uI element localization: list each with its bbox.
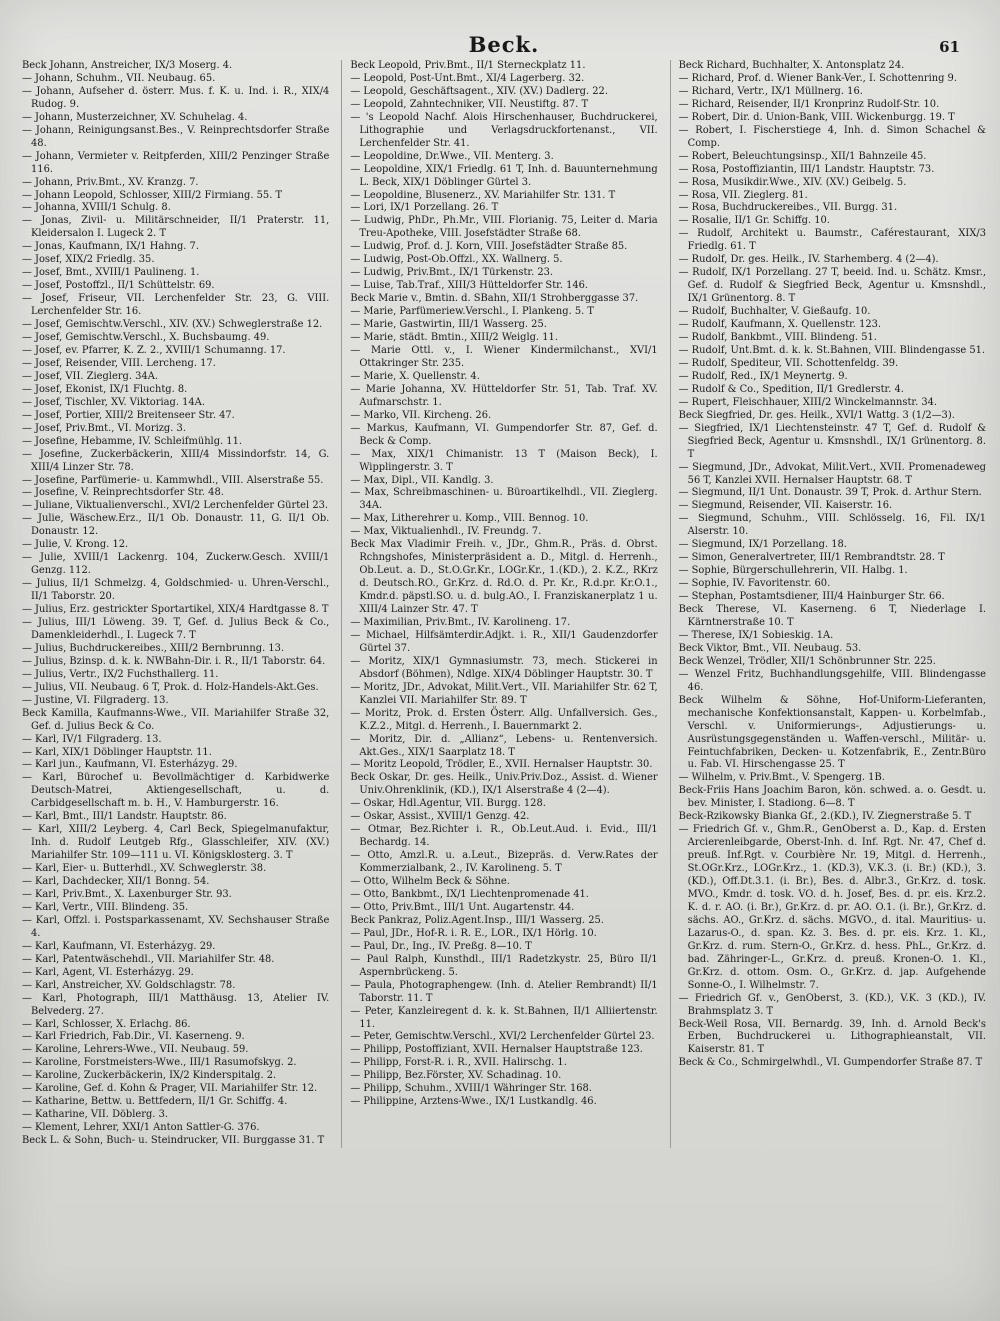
directory-entry: — Simon, Generalvertreter, III/1 Rembrandtstr. 28. T [678, 552, 945, 564]
directory-entry: — Karoline, Gef. d. Kohn & Prager, VII. Mariahilfer Str. 12. [22, 1083, 318, 1095]
directory-entry: — Marie, städt. Bmtin., XIII/2 Weiglg. 11. [350, 332, 558, 344]
directory-entry: — Maximilian, Priv.Bmt., IV. Karolineng. 17. [350, 616, 571, 628]
directory-entry: — Marie, Parfümeriew.Verschl., I. Plankeng. 5. T [350, 306, 594, 318]
directory-entry: Beck Kamilla, Kaufmanns-Wwe., VII. Mariahilfer Straße 32, Gef. d. Julius Beck & Co. [22, 707, 330, 732]
directory-entry: — Rudolf, IX/1 Porzellang. 27 T, beeid. Ind. u. Schätz. Kmsr., Gef. d. Rudolf & Siegfried Beck, Agentur u. Kmsnshdl., IX/1 Grünentorg. 8. T [678, 267, 986, 305]
directory-entry: — Moritz, XIX/1 Gymnasiumstr. 73, mech. Stickerei in Absdorf (Böhmen), Ndlge. XIX/4 Döblinger Hauptstr. 30. T [350, 655, 658, 680]
directory-entry: — Julius, Vertr., IX/2 Fuchsthallerg. 11. [22, 668, 219, 680]
directory-entry: — Karoline, Zuckerbäckerin, IX/2 Kinderspitalg. 2. [22, 1070, 277, 1082]
directory-entry: — Rudolf, Architekt u. Baumstr., Caférestaurant, XIX/3 Friedlg. 61. T [678, 228, 986, 253]
directory-entry: — Philippine, Arztens-Wwe., IX/1 Lustkandlg. 46. [350, 1096, 597, 1108]
directory-entry: — Rudolf, Buchhalter, V. Gießaufg. 10. [678, 306, 871, 318]
directory-entry: Beck Max Vladimir Freih. v., JDr., Ghm.R., Präs. d. Obrst. Rchngshofes, Ministerpräsident a. D., Mitgl. d. Herrenh., Ob.Leut. a. D., St.O.Gr.Kr., LOGr.Kr., 1.(KD.), 2. K.Z., RKrz d. Deutsch.RO., Gr.Krz. d. Rd.O. d. Pr. Kr., R.d.pr. Kr.O.1., Kmdr.d. päpstl.SO. u. d. bulg.AO., I. Franziskanerplatz 1 u. XIII/4 Lainzer Str. 47. T [350, 539, 658, 616]
directory-entry: — Karl, Priv.Bmt., X. Laxenburger Str. 93. [22, 889, 232, 900]
directory-entry: — Josef, Tischler, XV. Viktoriag. 14A. [22, 396, 205, 408]
directory-entry: — Leopoldine, XIX/1 Friedlg. 61 T, Inh. d. Bauunternehmung L. Beck, XIX/1 Döblinger Gürtel 3. [350, 163, 658, 188]
directory-entry: — Rudolf, Kaufmann, X. Quellenstr. 123. [678, 319, 882, 331]
directory-entry: — Karl, Vertr., VIII. Blindeng. 35. [22, 901, 189, 913]
directory-entry: — Paul, JDr., Hof-R. i. R. E., LOR., IX/1 Hörlg. 10. [350, 927, 597, 939]
directory-entry: — Max, Viktualienhdl., IV. Freundg. 7. [350, 526, 542, 538]
directory-entry: — Karl, XIX/1 Döblinger Hauptstr. 11. [22, 746, 212, 758]
directory-entry: — Josefine, Zuckerbäckerin, XIII/4 Missindorfstr. 14, G. XIII/4 Linzer Str. 78. [22, 448, 330, 473]
directory-entry: — Jonas, Kaufmann, IX/1 Hahng. 7. [22, 241, 199, 253]
directory-entry: — Karl, Bürochef u. Bevollmächtiger d. Karbidwerke Deutsch-Matrei, Aktiengesellschaft, u. d. Carbidgesellschaft m. b. H., V. Hamburgerstr. 16. [22, 772, 330, 810]
directory-entry: — Johann, Aufseher d. österr. Mus. f. K. u. Ind. i. R., XIX/4 Rudog. 9. [22, 85, 330, 110]
directory-entry: — Leopold, Post-Unt.Bmt., XI/4 Lagerberg. 32. [350, 72, 585, 84]
directory-entry: — Markus, Kaufmann, VI. Gumpendorfer Str. 87, Gef. d. Beck & Comp. [350, 422, 658, 447]
directory-entry: Beck & Co., Schmirgelwhdl., VI. Gumpendorfer Straße 87. T [678, 1057, 983, 1069]
directory-entry: — Josef, Portier, XIII/2 Breitenseer Str. 47. [22, 409, 235, 421]
directory-entry: — Jonas, Zivil- u. Militärschneider, II/1 Praterstr. 11, Kleidersalon I. Lugeck 2. T [22, 215, 330, 240]
directory-entry: — Julius, II/1 Schmelzg. 4, Goldschmied- u. Uhren-Verschl., II/1 Taborstr. 20. [22, 578, 330, 603]
directory-entry: — Rudolf, Spediteur, VII. Schottenfeldg. 39. [678, 357, 899, 369]
directory-entry: — Leopold, Zahntechniker, VII. Neustiftg. 87. T [350, 98, 589, 110]
directory-entry: — Johann Leopold, Schlosser, XIII/2 Firmiang. 55. T [22, 189, 283, 201]
directory-entry: — Philipp, Bez.Förster, XV. Schadinag. 10. [350, 1070, 562, 1082]
directory-entry: — Sophie, IV. Favoritenstr. 60. [678, 578, 831, 590]
directory-entry: — Karl, Eier- u. Butterhdl., XV. Schweglerstr. 38. [22, 863, 267, 875]
directory-entry: — Katharine, VII. Döblerg. 3. [22, 1109, 168, 1121]
directory-entry: — Julie, XVIII/1 Lackenrg. 104, Zuckerw.Gesch. XVIII/1 Genzg. 112. [22, 552, 330, 577]
directory-entry: — Rosa, Postoffiziantin, III/1 Landstr. Hauptstr. 73. [678, 163, 935, 175]
directory-entry: — Karl, Photograph, III/1 Matthäusg. 13, Atelier IV. Belvederg. 27. [22, 992, 330, 1017]
directory-entry: — Julie, Wäschew.Erz., II/1 Ob. Donaustr. 11, G. II/1 Ob. Donaustr. 12. [22, 513, 330, 538]
directory-entry: — Rosalie, II/1 Gr. Schiffg. 10. [678, 215, 830, 227]
directory-entry: — Robert, Beleuchtungsinsp., XII/1 Bahnzeile 45. [678, 150, 927, 162]
directory-entry: — Max, XIX/1 Chimanistr. 13 T (Maison Beck), I. Wipplingerstr. 3. T [350, 448, 658, 473]
directory-columns [22, 60, 986, 1148]
directory-entry: — Rudolf, Dr. ges. Heilk., IV. Starhemberg. 4 (2—4). [678, 254, 939, 266]
directory-entry: Beck Oskar, Dr. ges. Heilk., Univ.Priv.Doz., Assist. d. Wiener Univ.Ohrenklinik, (KD.), IX/1 Alserstraße 4 (2—4). [350, 772, 658, 797]
directory-entry: — Ludwig, Post-Ob.Offzl., XX. Wallnerg. 5. [350, 254, 563, 266]
directory-entry: — Rudolf, Unt.Bmt. d. k. k. St.Bahnen, VIII. Blindengasse 51. [678, 344, 986, 356]
directory-entry: — Rudolf, Bankbmt., VIII. Blindeng. 51. [678, 332, 877, 344]
directory-entry: — Johanna, XVIII/1 Schulg. 8. [22, 202, 171, 214]
directory-entry: Beck Pankraz, Poliz.Agent.Insp., III/1 Wasserg. 25. [350, 914, 604, 926]
directory-entry: — Marie Ottl. v., I. Wiener Kindermilchanst., XVI/1 Ottakringer Str. 235. [350, 344, 658, 369]
directory-entry: Beck-Weil Rosa, VII. Bernardg. 39, Inh. d. Arnold Beck's Erben, Buchdruckerei u. Lithographieanstalt, VII. Kaiserstr. 81. T [678, 1018, 986, 1056]
directory-entry: — Josef, Friseur, VII. Lerchenfelder Str. 23, G. VIII. Lerchenfelder Str. 16. [22, 293, 330, 318]
directory-entry: Beck Siegfried, Dr. ges. Heilk., XVI/1 Wattg. 3 (1/2—3). [678, 409, 955, 421]
directory-entry: — Karl, Dachdecker, XII/1 Bonng. 54. [22, 876, 210, 888]
directory-entry: — Julius, Buchdruckereibes., XIII/2 Bernbrunng. 13. [22, 642, 285, 654]
directory-entry: — Karl, Schlosser, X. Erlachg. 86. [22, 1018, 191, 1030]
directory-entry: — Karl jun., Kaufmann, VI. Esterházyg. 29. [22, 759, 238, 771]
directory-entry: — Marie, Gastwirtin, III/1 Wasserg. 25. [350, 319, 547, 331]
directory-entry: Beck Wilhelm & Söhne, Hof-Uniform-Lieferanten, mechanische Konfektionsanstalt, Kappen- u. Korbelmfab., Verschl. v. Uniformierungs-, Adjustierungs- u. Ausrüstungsgegenständen u. Waffen-verschl., Militär- u. Feintuchfabriken, Decken- u. Kotzenfabrik, E., Zentr.Büro u. Fab. VI. Hirschengasse 25. T [678, 694, 986, 771]
directory-entry: — Ludwig, Prof. d. J. Korn, VIII. Josefstädter Straße 85. [350, 241, 628, 253]
directory-entry: — Rudolf, Red., IX/1 Meynertg. 9. [678, 370, 848, 382]
directory-entry: Beck Wenzel, Trödler, XII/1 Schönbrunner Str. 225. [678, 655, 936, 667]
directory-entry: — Oskar, Assist., XVIII/1 Genzg. 42. [350, 811, 530, 823]
directory-entry: — Michael, Hilfsämterdir.Adjkt. i. R., XII/1 Gaudenzdorfer Gürtel 37. [350, 629, 658, 654]
directory-entry: — Moritz, Prok. d. Ersten Österr. Allg. Unfallversich. Ges., K.Z.2., Mitgl. d. Herrenh., I. Bauernmarkt 2. [350, 707, 658, 732]
directory-column-left [22, 60, 329, 1148]
directory-entry: — Otto, Priv.Bmt., III/1 Unt. Augartenstr. 44. [350, 901, 575, 913]
directory-entry: — Johann, Priv.Bmt., XV. Kranzg. 7. [22, 176, 199, 188]
directory-entry: — Friedrich Gf. v., Ghm.R., GenOberst a. D., Kap. d. Ersten Arcierenleibgarde, Oberst-Inh. d. Inf. Rgt. Nr. 47, Chef d. preuß. Inf.Rgt. v. Courbière Nr. 19, Mitgl. d. Herrenh., St.OGr.Krz., LOGr.Krz., 1. (KD.3), V.K.3. (i. Br.) (KD.), 3.(KD.), Off.Dt.3.1. (i. Br.), Bes. d. Albr.3., Gr.Krz. d. tosk. MVO., Kmdr. d. tosk. VO. d. h. Josef, Bes. d. pr. eis. Krz.2. K. d. r. AO. (i. Br.), Gr.Krz. d. pr. AO. O.1. (i. Br.), Gr.Krz. d. sächs. AO., Gr.Krz. d. sächs. MGVO., d. ital. Mauritius- u. Lazarus-O., d. span. Kz. 3. Bes. d. pr. eis. Krz. 1. Kl., Gr.Krz. d. rum. Stern-O., Gr.Krz. d. hess. PhL., Gr.Krz. d. bad. Zähringer-L., Gr.Krz. d. preuß. Kronen-O. 1. Kl., Gr.Krz. d. ottom. Osm. O., Gr.Krz. d. jap. Aufgehende Sonne-O., I. Wilhelmstr. 7. [678, 824, 986, 991]
directory-entry: — Leopold, Geschäftsagent., XIV. (XV.) Dadlerg. 22. [350, 85, 608, 97]
directory-entry: — Peter, Kanzleiregent d. k. k. St.Bahnen, II/1 Alliiertenstr. 11. [350, 1005, 658, 1030]
directory-entry: — Otto, Wilhelm Beck & Söhne. [350, 876, 510, 888]
directory-entry: — Karl, Bmt., III/1 Landstr. Hauptstr. 86. [22, 811, 227, 823]
directory-entry: — Therese, IX/1 Sobieskig. 1A. [678, 629, 834, 641]
directory-entry: — Ludwig, PhDr., Ph.Mr., VIII. Florianig. 75, Leiter d. Maria Treu-Apotheke, VIII. Josefstädter Straße 68. [350, 215, 658, 240]
directory-entry: Beck-Rzikowsky Bianka Gf., 2.(KD.), IV. Ziegnerstraße 5. T [678, 811, 972, 823]
directory-entry: Beck Richard, Buchhalter, X. Antonsplatz 24. [678, 60, 905, 71]
directory-entry: — Leopoldine, Dr.Wwe., VII. Menterg. 3. [350, 150, 554, 162]
directory-entry: — Justine, VI. Filgraderg. 13. [22, 694, 169, 706]
directory-entry: — Julius, VII. Neubaug. 6 T, Prok. d. Holz-Handels-Akt.Ges. [22, 681, 319, 693]
directory-entry: — Karoline, Forstmeisters-Wwe., III/1 Rasumofskyg. 2. [22, 1057, 297, 1069]
directory-entry: Beck-Friis Hans Joachim Baron, kön. schwed. a. o. Gesdt. u. bev. Minister, I. Stadiong. 6—8. T [678, 785, 986, 810]
directory-entry: — Siegmund, IX/1 Porzellang. 18. [678, 539, 847, 551]
directory-entry: Beck L. & Sohn, Buch- u. Steindrucker, VII. Burggasse 31. T [22, 1135, 325, 1147]
directory-entry: — Marko, VII. Kircheng. 26. [350, 409, 492, 421]
directory-column-middle [341, 60, 657, 1148]
directory-entry: — Julius, III/1 Löweng. 39. T, Gef. d. Julius Beck & Co., Damenkleiderhdl., I. Lugeck 7. T [22, 616, 330, 641]
directory-entry: — Josef, Gemischtw.Verschl., XIV. (XV.) Schweglerstraße 12. [22, 319, 323, 331]
directory-entry: — Josefine, Parfümerie- u. Kammwhdl., VIII. Alserstraße 55. [22, 474, 324, 486]
directory-entry: — 's Leopold Nachf. Alois Hirschenhauser, Buchdruckerei, Lithographie und Verlagsdruckfortenanst., VII. Lerchenfelder Str. 41. [350, 111, 658, 149]
directory-entry: — Otto, Bankbmt., IX/1 Liechtenpromenade 41. [350, 889, 589, 900]
directory-entry: — Robert, Dir. d. Union-Bank, VIII. Wickenburgg. 19. T [678, 111, 955, 123]
directory-entry: — Robert, I. Fischerstiege 4, Inh. d. Simon Schachel & Comp. [678, 124, 986, 149]
directory-entry: — Karl, Agent, VI. Esterházyg. 29. [22, 966, 194, 978]
directory-entry: — Siegmund, Reisender, VII. Kaiserstr. 16. [678, 500, 893, 512]
directory-entry: — Philipp, Forst-R. i. R., XVII. Halirschg. 1. [350, 1057, 567, 1069]
directory-entry: — Rosa, VII. Zieglerg. 81. [678, 189, 808, 201]
directory-entry: — Karl, XIII/2 Leyberg. 4, Carl Beck, Spiegelmanufaktur, Inh. d. Rudolf Leutgeb Rfg., Glasschleifer, XIV. (XV.) Mariahilfer Str. 109—111 u. VI. Königsklosterg. 3. T [22, 824, 330, 862]
directory-entry: — Karl, Anstreicher, XV. Goldschlagstr. 78. [22, 979, 236, 991]
directory-entry: — Max, Dipl., VII. Kandlg. 3. [350, 474, 494, 486]
directory-entry: — Johann, Reinigungsanst.Bes., V. Reinprechtsdorfer Straße 48. [22, 124, 330, 149]
directory-entry: — Josef, Reisender, VIII. Lercheng. 17. [22, 357, 216, 369]
directory-entry: — Karl Friedrich, Fab.Dir., VI. Kaserneng. 9. [22, 1031, 245, 1043]
directory-entry: — Richard, Vertr., IX/1 Müllnerg. 16. [678, 85, 863, 97]
directory-entry: — Max, Litherehrer u. Komp., VIII. Bennog. 10. [350, 513, 589, 525]
directory-entry: — Karl, Patentwäschehdl., VII. Mariahilfer Str. 48. [22, 953, 275, 965]
directory-column-right [670, 60, 986, 1148]
directory-entry: — Marie Johanna, XV. Hütteldorfer Str. 51, Tab. Traf. XV. Aufmarschstr. 1. [350, 383, 658, 408]
directory-entry: — Richard, Reisender, II/1 Kronprinz Rudolf-Str. 10. [678, 98, 940, 110]
directory-entry: — Rupert, Fleischhauer, XIII/2 Winckelmannstr. 34. [678, 396, 938, 408]
directory-entry: — Josef, Ekonist, IX/1 Fluchtg. 8. [22, 383, 188, 395]
directory-entry: — Luise, Tab.Traf., XIII/3 Hütteldorfer Str. 146. [350, 280, 589, 292]
directory-entry: Beck Johann, Anstreicher, IX/3 Moserg. 4. [22, 60, 233, 71]
directory-entry: — Richard, Prof. d. Wiener Bank-Ver., I. Schottenring 9. [678, 72, 957, 84]
directory-entry: — Josefine, Hebamme, IV. Schleifmühlg. 11. [22, 435, 243, 447]
directory-entry: — Julius, Bzinsp. d. k. k. NWBahn-Dir. i. R., II/1 Taborstr. 64. [22, 655, 326, 667]
directory-entry: — Rudolf & Co., Spedition, II/1 Gredlerstr. 4. [678, 383, 904, 395]
directory-entry: — Otto, Amzl.R. u. a.Leut., Bizepräs. d. Verw.Rates der Kommerzialbank, 2., IV. Karolineng. 5. T [350, 850, 658, 875]
directory-entry: — Rosa, Buchdruckereibes., VII. Burgg. 31. [678, 202, 898, 214]
directory-entry: — Philipp, Postoffiziant, XVII. Hernalser Hauptstraße 123. [350, 1044, 643, 1056]
directory-entry: — Karl, Kaufmann, VI. Esterházyg. 29. [22, 940, 216, 952]
directory-entry: Beck Viktor, Bmt., VII. Neubaug. 53. [678, 642, 862, 654]
directory-entry: Beck Therese, VI. Kaserneng. 6 T, Niederlage I. Kärntnerstraße 10. T [678, 604, 986, 628]
directory-entry: — Otmar, Bez.Richter i. R., Ob.Leut.Aud. i. Evid., III/1 Bechardg. 14. [350, 824, 658, 849]
directory-entry: — Julius, Erz. gestrickter Sportartikel, XIX/4 Hardtgasse 8. T [22, 604, 329, 616]
directory-entry: — Katharine, Bettw. u. Bettfedern, II/1 Gr. Schiffg. 4. [22, 1096, 288, 1108]
directory-entry: — Philipp, Schuhm., XVIII/1 Währinger Str. 168. [350, 1083, 592, 1095]
page-number: 61 [939, 38, 960, 56]
directory-entry: — Max, Schreibmaschinen- u. Büroartikelhdl., VII. Zieglerg. 34A. [350, 487, 658, 512]
directory-entry: — Oskar, Hdl.Agentur, VII. Burgg. 128. [350, 798, 546, 810]
directory-entry: — Moritz, JDr., Advokat, Milit.Vert., VII. Mariahilfer Str. 62 T, Kanzlei VII. Mariahilfer Str. 89. T [350, 681, 658, 706]
directory-entry: — Josef, XIX/2 Friedlg. 35. [22, 254, 155, 266]
directory-entry: — Moritz Leopold, Trödler, E., XVII. Hernalser Hauptstr. 30. [350, 759, 653, 771]
directory-entry: — Paul, Dr., Ing., IV. Preßg. 8—10. T [350, 940, 532, 952]
directory-entry: — Peter, Gemischtw.Verschl., XVI/2 Lerchenfelder Gürtel 23. [350, 1031, 655, 1043]
directory-entry: — Juliane, Viktualienverschl., XVI/2 Lerchenfelder Gürtel 23. [22, 500, 329, 512]
directory-entry: — Johann, Schuhm., VII. Neubaug. 65. [22, 72, 216, 84]
directory-entry: — Josef, Priv.Bmt., VI. Morizg. 3. [22, 422, 186, 434]
page-header [22, 28, 986, 58]
directory-entry: — Wenzel Fritz, Buchhandlungsgehilfe, VIII. Blindengasse 46. [678, 668, 986, 693]
directory-entry: — Wilhelm, v. Priv.Bmt., V. Spengerg. 1B. [678, 772, 885, 784]
directory-entry: — Josef, Postoffzl., II/1 Schüttelstr. 69. [22, 280, 215, 292]
directory-entry: — Johann, Vermieter v. Reitpferden, XIII/2 Penzinger Straße 116. [22, 150, 330, 175]
directory-entry: — Marie, X. Quellenstr. 4. [350, 370, 480, 382]
directory-entry: — Siegfried, IX/1 Liechtensteinstr. 47 T, Gef. d. Rudolf & Siegfried Beck, Agentur u. Kmsnshdl., IX/1 Grünentorg. 8. T [678, 422, 986, 460]
directory-entry: — Ludwig, Priv.Bmt., IX/1 Türkenstr. 23. [350, 267, 554, 279]
directory-entry: — Siegmund, JDr., Advokat, Milit.Vert., XVII. Promenadeweg 56 T, Kanzlei XVII. Hernalser Hauptstr. 68. T [678, 461, 986, 486]
directory-entry: — Klement, Lehrer, XXI/1 Anton Sattler-G. 376. [22, 1122, 260, 1134]
directory-entry: — Stephan, Postamtsdiener, III/4 Hainburger Str. 66. [678, 591, 945, 603]
directory-entry: — Josef, Gemischtw.Verschl., X. Buchsbaumg. 49. [22, 332, 270, 344]
directory-entry: — Karl, IV/1 Filgraderg. 13. [22, 733, 162, 745]
directory-entry: — Josef, ev. Pfarrer, K. Z. 2., XVIII/1 Schumanng. 17. [22, 344, 286, 356]
directory-entry: — Siegmund, II/1 Unt. Donaustr. 39 T, Prok. d. Arthur Stern. [678, 487, 982, 499]
directory-entry: — Josef, Bmt., XVIII/1 Paulineng. 1. [22, 267, 200, 279]
directory-entry: Beck Leopold, Priv.Bmt., II/1 Sterneckplatz 11. [350, 60, 586, 71]
directory-entry: — Johann, Musterzeichner, XV. Schuhelag. 4. [22, 111, 248, 123]
directory-entry: — Paula, Photographengew. (Inh. d. Atelier Rembrandt) II/1 Taborstr. 11. T [350, 979, 658, 1004]
directory-entry: — Karl, Offzl. i. Postsparkassenamt, XV. Sechshauser Straße 4. [22, 914, 330, 939]
directory-entry: Beck Marie v., Bmtin. d. SBahn, XII/1 Strohberggasse 37. [350, 293, 639, 305]
directory-entry: — Julie, V. Krong. 12. [22, 539, 129, 551]
directory-entry: — Siegmund, Schuhm., VIII. Schlösselg. 16, Fil. IX/1 Alserstr. 10. [678, 513, 986, 538]
directory-entry: — Josef, VII. Zieglerg. 34A. [22, 370, 158, 382]
directory-entry: — Sophie, Bürgerschullehrerin, VII. Halbg. 1. [678, 565, 908, 577]
directory-entry: — Moritz, Dir. d. „Allianz“, Lebens- u. Rentenversich. Akt.Ges., XIX/1 Saarplatz 18. T [350, 733, 658, 758]
directory-entry: — Leopoldine, Blusenerz., XV. Mariahilfer Str. 131. T [350, 189, 616, 201]
running-head: Beck. [468, 32, 540, 57]
directory-entry: — Friedrich Gf. v., GenOberst, 3. (KD.), V.K. 3 (KD.), IV. Brahmsplatz 3. T [678, 992, 986, 1017]
directory-entry: — Karoline, Lehrers-Wwe., VII. Neubaug. 59. [22, 1044, 249, 1056]
directory-entry: — Josefine, V. Reinprechtsdorfer Str. 48. [22, 487, 224, 499]
directory-entry: — Rosa, Musikdir.Wwe., XIV. (XV.) Geibelg. 5. [678, 176, 907, 188]
directory-entry: — Paul Ralph, Kunsthdl., III/1 Radetzkystr. 25, Büro II/1 Aspernbrückeng. 5. [350, 953, 658, 978]
directory-entry: — Lori, IX/1 Porzellang. 26. T [350, 202, 499, 214]
